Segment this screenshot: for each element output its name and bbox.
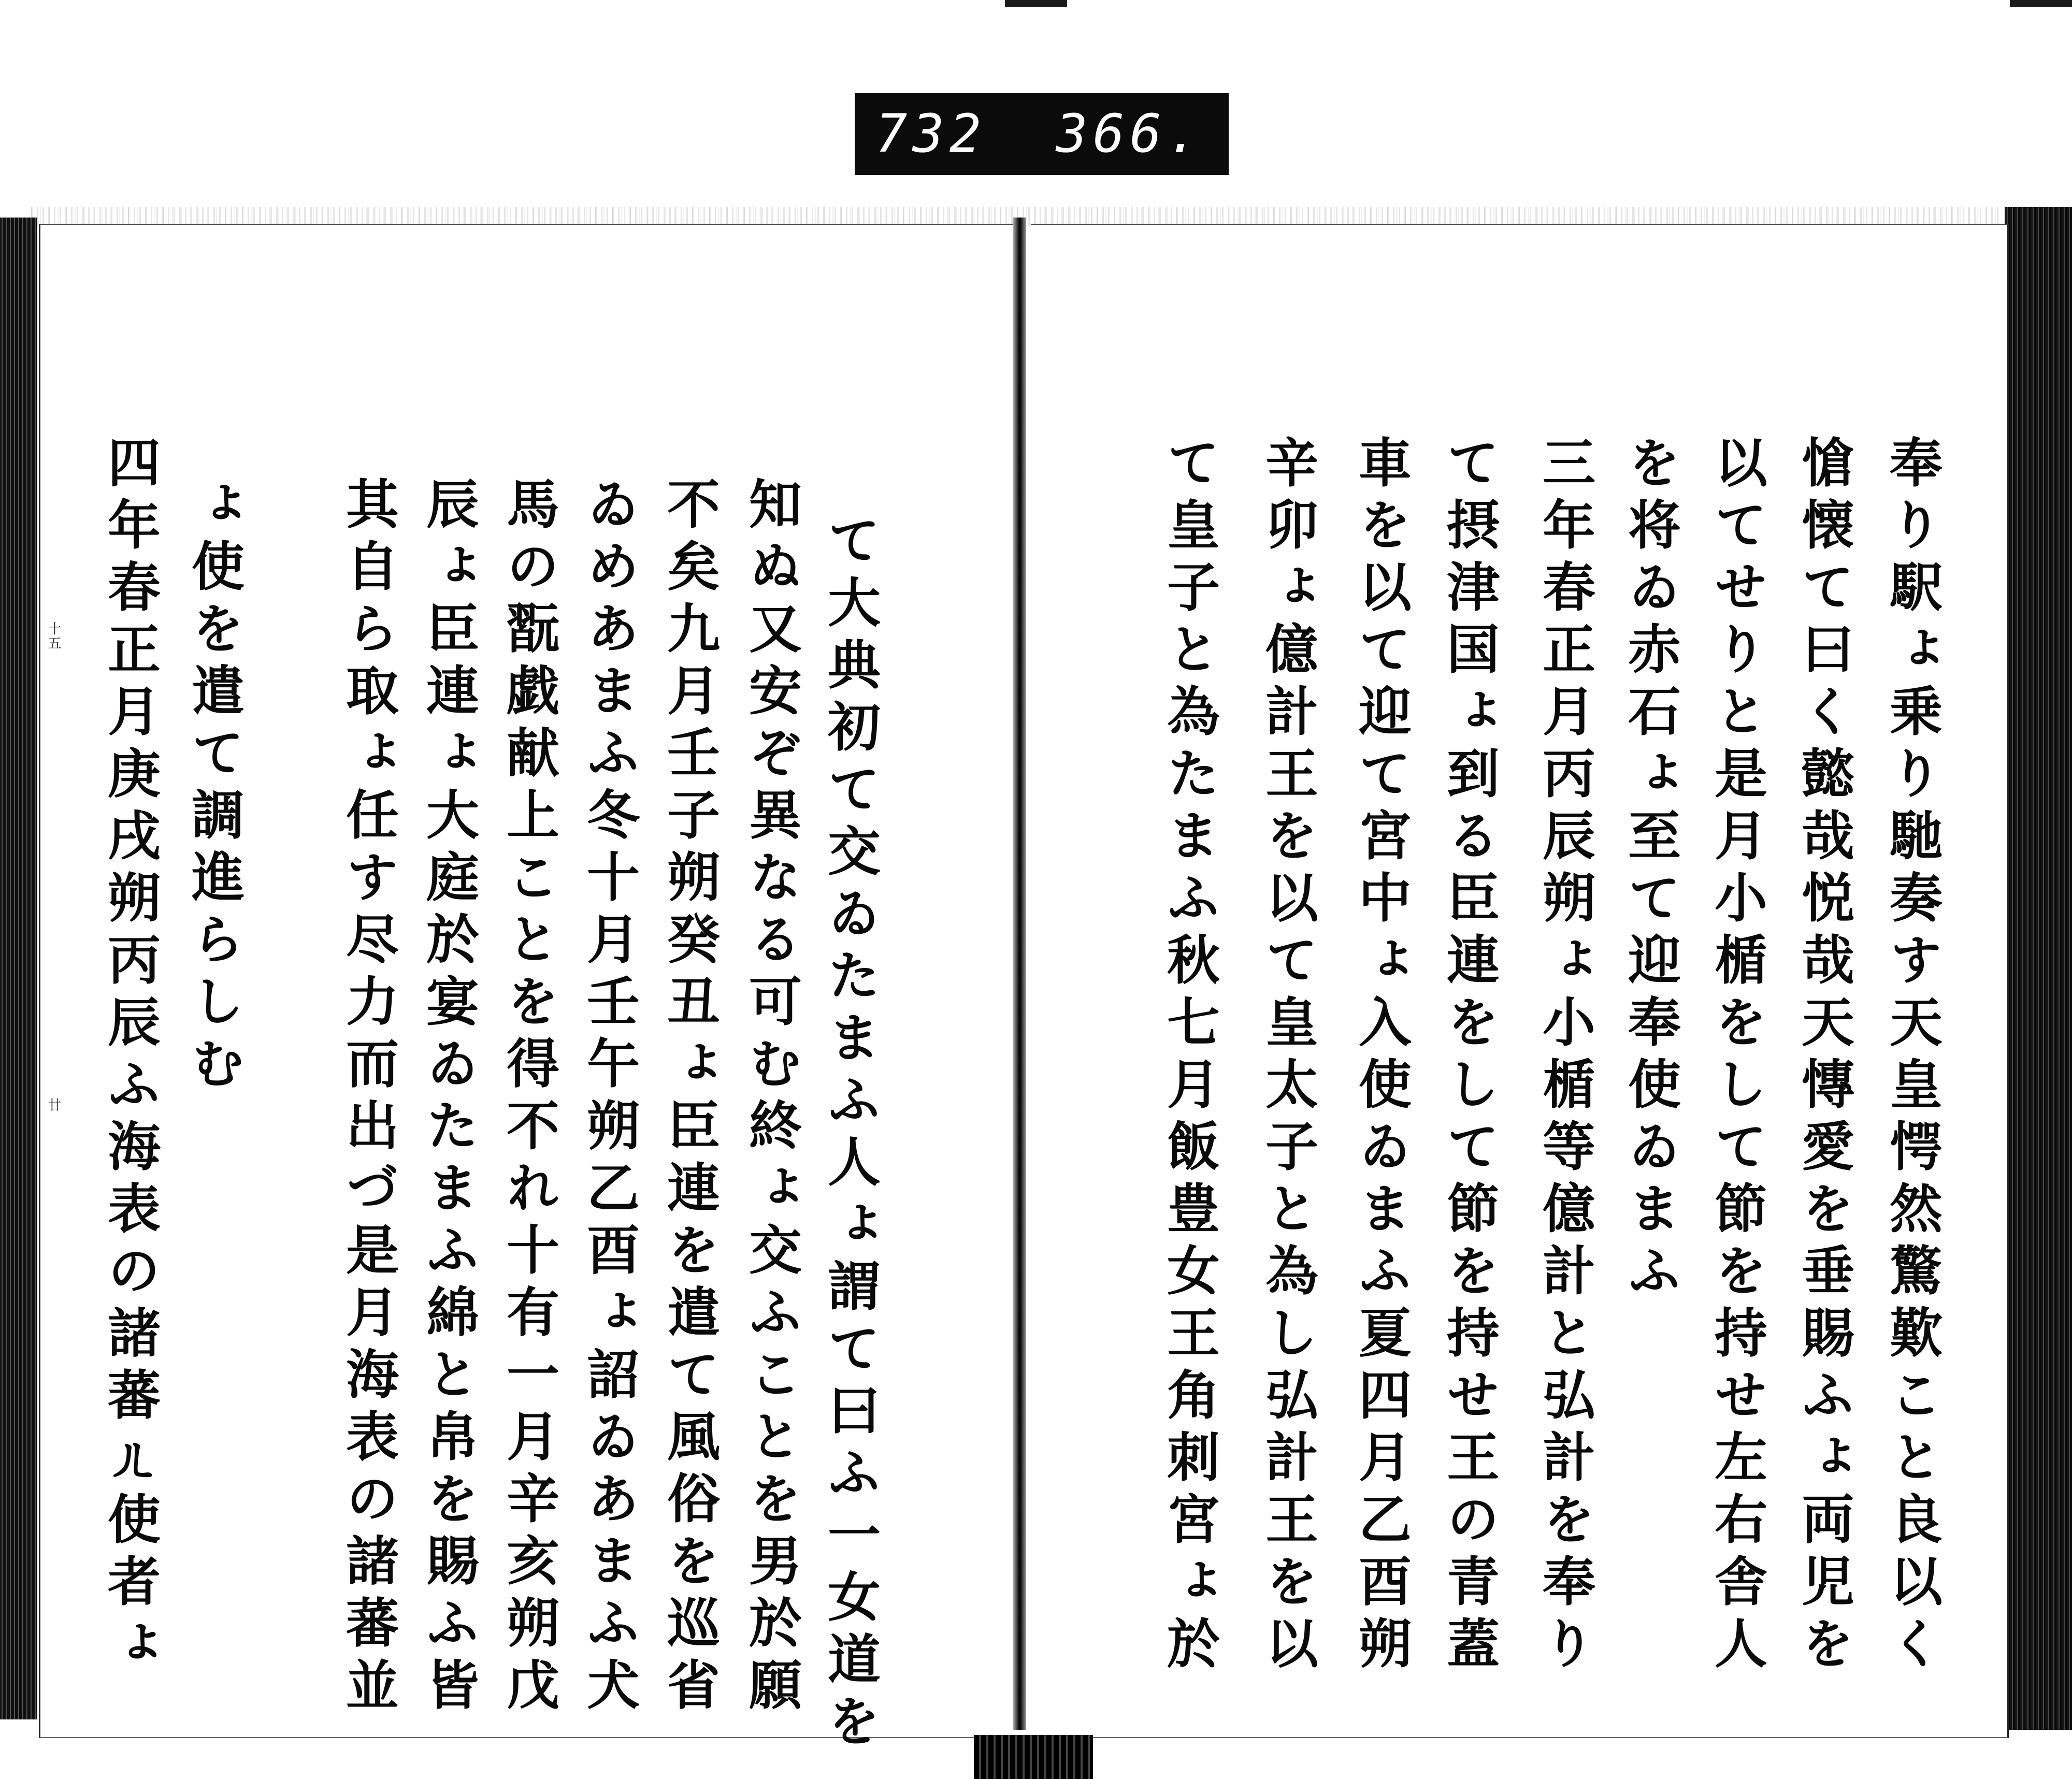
margin-mark: 廿 xyxy=(46,1098,61,1112)
margin-mark: 十五 xyxy=(46,621,61,650)
text-column: 以てせりと是月小楯をして節を持せ左右舎人 xyxy=(1706,435,1768,1678)
catalog-number-right: 366. xyxy=(1056,103,1204,165)
text-column: 馬の翫戯献上ことを得不れ十有一月辛亥朔戊 xyxy=(498,476,560,1719)
text-column: 辰ょ臣連ょ大庭於宴ゐたまふ綿と帛を賜ふ皆 xyxy=(418,476,480,1719)
top-clip-right xyxy=(2010,0,2072,7)
text-column: 知ぬ又安ぞ異なる可む終ょ交ふことを男於願 xyxy=(740,476,802,1719)
text-column: 不矣九月壬子朔癸丑ょ臣連を遣て風俗を巡省 xyxy=(658,476,721,1719)
binding-clip xyxy=(974,1735,1093,1779)
text-column: 其自ら取ょ任す尽力而出づ是月海表の諸蕃並 xyxy=(337,476,399,1719)
text-column: 愴懐て曰く懿哉悦哉天慱愛を垂賜ふょ両児を xyxy=(1793,435,1855,1678)
text-column: 四年春正月庚戌朔丙辰ふ海表の諸蕃ㄦ使者ょ xyxy=(99,435,161,1678)
text-column: 三年春正月丙辰朔ょ小楯等億計と弘計を奉り xyxy=(1534,435,1596,1678)
catalog-number-left: 732 xyxy=(875,103,987,165)
text-column: て大典初て交ゐたまふ人ょ謂て曰ふ一女道を xyxy=(819,513,881,1756)
text-column: て皇子と為たまふ秋七月飯豊女王角刺宮ょ於 xyxy=(1158,435,1220,1678)
text-column: 辛卯ょ億計王を以て皇太子と為し弘計王を以 xyxy=(1257,435,1319,1678)
left-page-stack xyxy=(0,218,37,1719)
book-spread xyxy=(0,207,2072,1779)
text-column: 車を以て迎て宮中ょ入使ゐまふ夏四月乙酉朔 xyxy=(1350,435,1412,1678)
text-column: ゐめあまふ冬十月壬午朔乙酉ょ詔ゐあまふ犬 xyxy=(578,476,640,1719)
text-column: 奉り駅ょ乗り馳奏す天皇愕然驚歎こと良以く xyxy=(1881,435,1943,1678)
text-column: て摂津国ょ到る臣連をして節を持せ王の青蓋 xyxy=(1438,435,1500,1678)
right-page-stack xyxy=(2005,207,2072,1730)
top-clip xyxy=(1005,0,1067,7)
catalog-label xyxy=(855,93,1229,175)
book-gutter xyxy=(1013,218,1026,1730)
text-column: を将ゐ赤石ょ至て迎奉使ゐまふ xyxy=(1619,435,1681,1305)
text-column: ょ使を遣て調進らしむ xyxy=(183,476,245,1098)
